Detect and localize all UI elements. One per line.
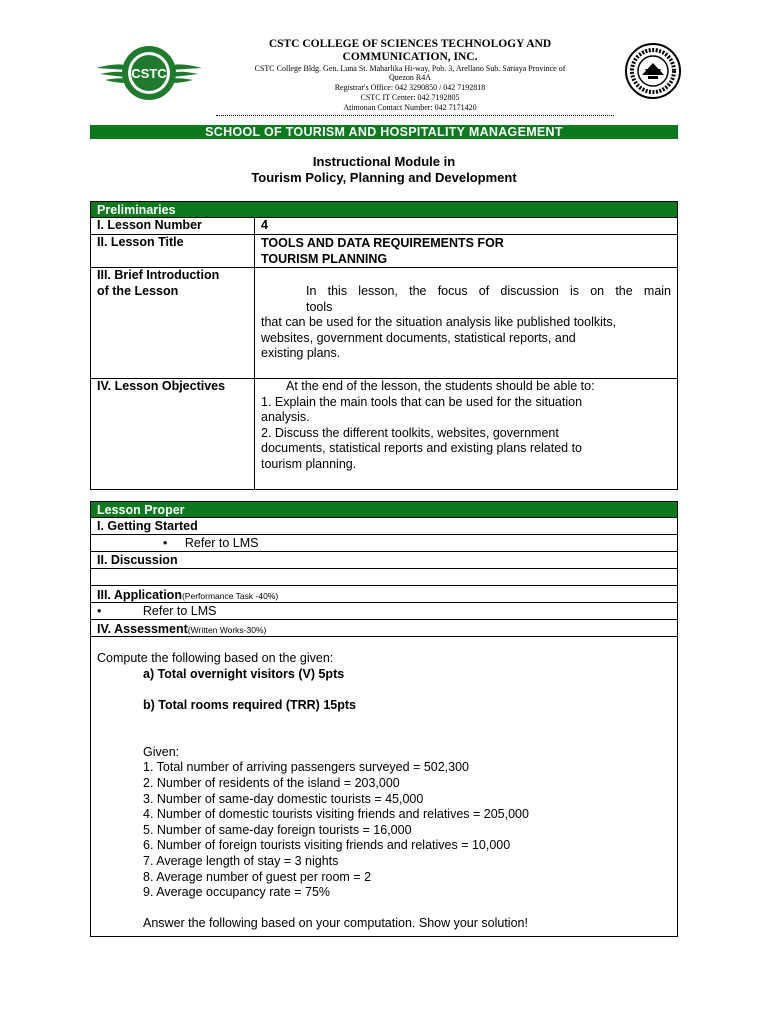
discussion-label: II. Discussion — [97, 553, 178, 567]
getting-started-label: I. Getting Started — [97, 519, 198, 533]
given-item: 9. Average occupancy rate = 75% — [143, 885, 331, 900]
getting-started-item: • Refer to LMS — [163, 536, 259, 550]
assessment-content — [91, 637, 677, 931]
application-row — [91, 585, 677, 602]
atimonan-contact: Atimonan Contact Number: 042 7171420 — [343, 103, 477, 112]
assessment-content-row — [91, 636, 677, 931]
assessment-label: IV. Assessment(Written Works-30%) — [97, 622, 267, 636]
task-b: b) Total rooms required (TRR) 15pts — [143, 698, 356, 713]
application-item-row — [91, 602, 677, 619]
lesson-title-row — [91, 234, 677, 267]
college-name: CSTC COLLEGE OF SCIENCES TECHNOLOGY AND COMMUNICATION, INC. — [268, 38, 552, 63]
registrar-contact: Registrar's Office: 042 3290850 / 042 7192818 — [334, 83, 486, 92]
brief-introduction-text: In this lesson, the focus of discussion is on the main tools that can be used for the situation analysis like published toolkits, websites, government documents, statistical reports, and existing plans. — [261, 284, 671, 360]
answer-instruction: Answer the following based on your computation. Show your solution! — [143, 915, 528, 930]
given-item: 2. Number of residents of the island = 203,000 — [143, 775, 400, 790]
lesson-number-value: 4 — [261, 218, 268, 232]
school-banner: SCHOOL OF TOURISM AND HOSPITALITY MANAGEMENT — [90, 125, 678, 139]
given-label: Given: — [143, 744, 180, 759]
discussion-row — [91, 551, 677, 568]
preliminaries-table — [90, 201, 678, 490]
lesson-objectives-label: IV. Lesson Objectives — [91, 379, 255, 489]
given-item: 1. Total number of arriving passengers surveyed = 502,300 — [143, 760, 470, 775]
lesson-number-row — [91, 217, 677, 234]
lesson-title-value: TOOLS AND DATA REQUIREMENTS FOR TOURISM PLANNING — [261, 236, 504, 266]
given-list — [97, 760, 671, 900]
discussion-content-row — [91, 568, 677, 585]
preliminaries-heading: Preliminaries — [91, 202, 677, 217]
college-address-2: Quezon R4A — [389, 73, 431, 82]
given-item: 3. Number of same-day domestic tourists = 45,000 — [143, 791, 424, 806]
getting-started-row — [91, 517, 677, 534]
lesson-number-label: I. Lesson Number — [91, 218, 255, 234]
given-item: 7. Average length of stay = 3 nights — [143, 853, 339, 868]
bullet-icon: • — [97, 604, 102, 618]
given-item: 6. Number of foreign tourists visiting friends and relatives = 10,000 — [143, 838, 511, 853]
given-item: 8. Average number of guest per room = 2 — [143, 869, 372, 884]
lesson-objectives-text: At the end of the lesson, the students should be able to: 1. Explain the main tools that can be used for the situation analysis. 2. Discuss the different toolkits, websites, government documents, statistical reports and existing plans related to tourism planning. — [261, 379, 595, 471]
given-item: 5. Number of same-day foreign tourists = 16,000 — [143, 822, 412, 837]
cstc-logo-icon — [94, 42, 204, 108]
college-address-1: CSTC College Bldg. Gen. Luna St. Maharlika Hi-way, Pob. 3, Arellano Sub. Sariaya Province of — [254, 64, 566, 73]
lesson-objectives-row — [91, 378, 677, 489]
logo-text: CSTC — [131, 66, 167, 81]
lesson-proper-table — [90, 501, 678, 937]
task-a: a) Total overnight visitors (V) 5pts — [143, 666, 345, 681]
application-label: III. Application(Performance Task -40%) — [97, 588, 279, 602]
discussion-content — [91, 569, 103, 585]
tourism-seal-icon — [618, 43, 688, 99]
bullet-icon: • — [163, 536, 168, 550]
assessment-row — [91, 619, 677, 636]
getting-started-item-row — [91, 534, 677, 551]
brief-introduction-label: III. Brief Introduction of the Lesson — [91, 268, 255, 378]
given-item: 4. Number of domestic tourists visiting friends and relatives = 205,000 — [143, 807, 529, 822]
compute-intro: Compute the following based on the given: — [97, 651, 334, 665]
header-divider — [216, 115, 614, 116]
brief-introduction-row — [91, 267, 677, 378]
application-item: • Refer to LMS — [97, 604, 217, 618]
it-center-contact: CSTC IT Center: 042 7192805 — [360, 93, 460, 102]
lesson-proper-heading: Lesson Proper — [91, 502, 677, 517]
lesson-title-label: II. Lesson Title — [91, 235, 255, 267]
module-title: Instructional Module in Tourism Policy, Planning and Development — [251, 154, 517, 185]
